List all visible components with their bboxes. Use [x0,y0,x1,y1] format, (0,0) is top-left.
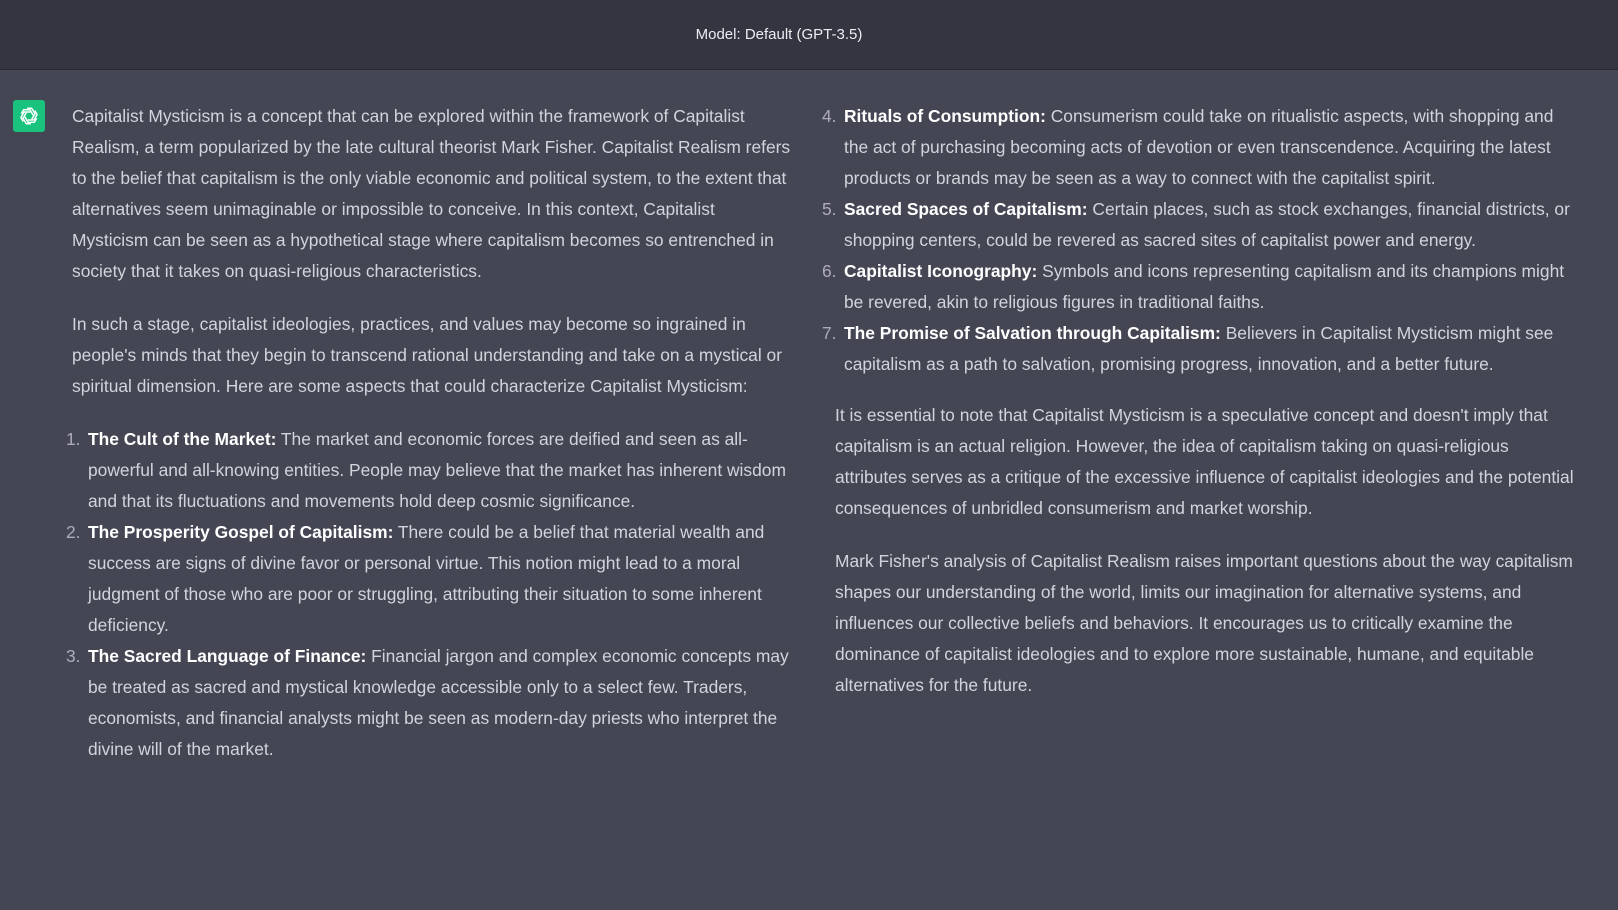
list-item [822,101,1575,194]
top-bar [0,0,1618,70]
assistant-avatar [13,100,45,132]
list-item-title: The Promise of Salvation through Capitalism: [844,323,1221,343]
list-item-text: There could be a belief that material wealth and success are signs of divine favor or personal virtue. This notion might lead to a moral judgment of those who are poor or struggling, attributing their situation to some inherent deficiency. [88,522,765,635]
list-item [66,641,792,765]
list-number: 1. [66,429,81,449]
list-item-title: The Prosperity Gospel of Capitalism: [88,522,394,542]
list-number: 2. [66,522,81,542]
list-item-title: The Sacred Language of Finance: [88,646,367,666]
list-item [822,194,1575,256]
list-item-title: Rituals of Consumption: [844,106,1046,126]
list-item-text: Believers in Capitalist Mysticism might see capitalism as a path to salvation, promising progress, innovation, and a better future. [844,323,1554,374]
aspects-list-continued [814,101,1575,380]
list-item [822,256,1575,318]
list-item-title: Sacred Spaces of Capitalism: [844,199,1088,219]
list-number: 7. [822,323,837,343]
list-item-text: Symbols and icons representing capitalism and its champions might be revered, akin to religious figures in traditional faiths. [844,261,1565,312]
note-paragraph: It is essential to note that Capitalist Mysticism is a speculative concept and doesn't imply that capitalism is an actual religion. However, the idea of capitalism taking on quasi-religious attributes serves as a critique of the excessive influence of capitalist ideologies and the potential consequences of unbridled consumerism and market worship. [835,405,1574,518]
list-item-title: The Cult of the Market: [88,429,277,449]
list-item [822,318,1575,380]
aspects-list [58,424,792,765]
list-item-text: Financial jargon and complex economic concepts may be treated as sacred and mystical knowledge accessible only to a select few. Traders, economists, and financial analysts might be seen as modern-day priests who interpret the divine will of the market. [88,646,789,759]
list-number: 3. [66,646,81,666]
message-column-right [822,101,1575,723]
model-label[interactable]: Model: Default (GPT-3.5) [695,26,863,43]
list-item [66,517,792,641]
second-paragraph: In such a stage, capitalist ideologies, practices, and values may become so ingrained in people's minds that they begin to transcend rational understanding and take on a mystical or spiritual dimension. Here are some aspects that could characterize Capitalist Mysticism: [72,314,783,396]
list-number: 5. [822,199,837,219]
list-item-title: Capitalist Iconography: [844,261,1038,281]
list-item [66,424,792,517]
intro-paragraph: Capitalist Mysticism is a concept that can be explored within the framework of Capitalist Realism, a term popularized by the late cultural theorist Mark Fisher. Capitalist Realism refers to the belief that capitalism is the only viable economic and political system, to the extent that alternatives seem unimaginable or impossible to conceive. In this context, Capitalist Mysticism can be seen as a hypothetical stage where capitalism becomes so entrenched in society that it takes on quasi-religious characteristics. [72,106,791,281]
closing-paragraph: Mark Fisher's analysis of Capitalist Realism raises important questions about the way capitalism shapes our understanding of the world, limits our imagination for alternative systems, and influences our collective beliefs and behaviors. It encourages us to critically examine the dominance of capitalist ideologies and to explore more sustainable, humane, and equitable alternatives for the future. [835,551,1573,695]
list-item-text: Certain places, such as stock exchanges, financial districts, or shopping centers, could be revered as sacred sites of capitalist power and energy. [844,199,1570,250]
list-number: 6. [822,261,837,281]
list-item-text: Consumerism could take on ritualistic aspects, with shopping and the act of purchasing becoming acts of devotion or even transcendence. Acquiring the latest products or brands may be seen as a way to connect with the capitalist spirit. [844,106,1554,188]
openai-logo-icon [18,105,40,127]
message-column-left [66,101,792,765]
list-number: 4. [822,106,837,126]
list-item-text: The market and economic forces are deified and seen as all-powerful and all-knowing entities. People may believe that the market has inherent wisdom and that its fluctuations and movements hold deep cosmic significance. [88,429,786,511]
